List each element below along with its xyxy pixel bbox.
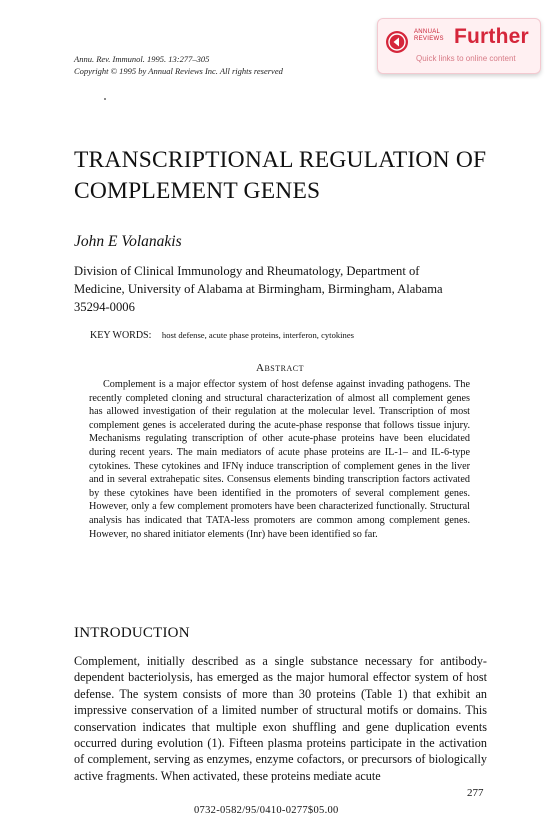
introduction-text: Complement, initially described as a single substance necessary for antibody-dependent bacteriolysis, has emerged as the major humoral effector system of host defense. The system consists of more than 30 proteins (Table 1) that exhibit an impressive conservation of a limited number of structural motifs or domains. This conservation indicates that multiple exon shuffling and gene duplication events occurred during evolution (1). Fifteen plasma proteins participate in the activation of complement, serving as enzymes, enzyme cofactors, or precursors of biologically active fragments. When activated, these proteins mediate acute	[74, 654, 487, 783]
speck	[104, 98, 106, 100]
annual-reviews-label: ANNUAL REVIEWS	[414, 29, 444, 42]
footer-code: 0732-0582/95/0410-0277$05.00	[194, 805, 339, 816]
abstract-heading: Abstract	[256, 362, 304, 374]
back-arrow-icon	[386, 31, 408, 53]
copyright-line: Copyright © 1995 by Annual Reviews Inc. All rights reserved	[74, 66, 283, 76]
further-brand: Further	[454, 25, 529, 48]
introduction-heading: INTRODUCTION	[74, 625, 190, 641]
further-badge[interactable]	[377, 18, 541, 74]
keywords	[90, 330, 354, 341]
keywords-list: host defense, acute phase proteins, interferon, cytokines	[161, 330, 355, 340]
abstract-text: Complement is a major effector system of host defense against invading pathogens. The recently completed cloning and structural characterization of almost all complement genes has allowed investigation of their regulation at the molecular level. Transcription of most complement genes is accelerated during the acute-phase response that follows tissue injury. Mechanisms regulating transcription of other acute-phase proteins have been elucidated during recent years. The main mediators of acute phase proteins are IL-1– and IL-6-type cytokines. These cytokines and IFNγ induce transcription of complement genes in the liver and in several extrahepatic sites. Consensus elements binding transcription factors activated by these cytokines have been identified in the promoters of several complement genes. However, only a few complement promoters have been characterized functionally. Structural analysis has indicated that TATA-less promoters are common among complement genes. However, no shared initiator elements (Inr) have been identified so far.	[89, 379, 470, 540]
author-name: John E Volanakis	[74, 233, 182, 250]
author-affiliation: Division of Clinical Immunology and Rheumatology, Department of Medicine, University of Alabama at Birmingham, Birmingham, Alabama 35294-0006	[74, 264, 443, 314]
page-number: 277	[467, 787, 484, 799]
article-title: TRANSCRIPTIONAL REGULATION OF COMPLEMENT GENES	[74, 147, 487, 204]
keywords-label: KEY WORDS:	[90, 330, 152, 341]
journal-citation: Annu. Rev. Immunol. 1995. 13:277–305	[74, 54, 210, 64]
further-tagline: Quick links to online content	[416, 54, 516, 63]
